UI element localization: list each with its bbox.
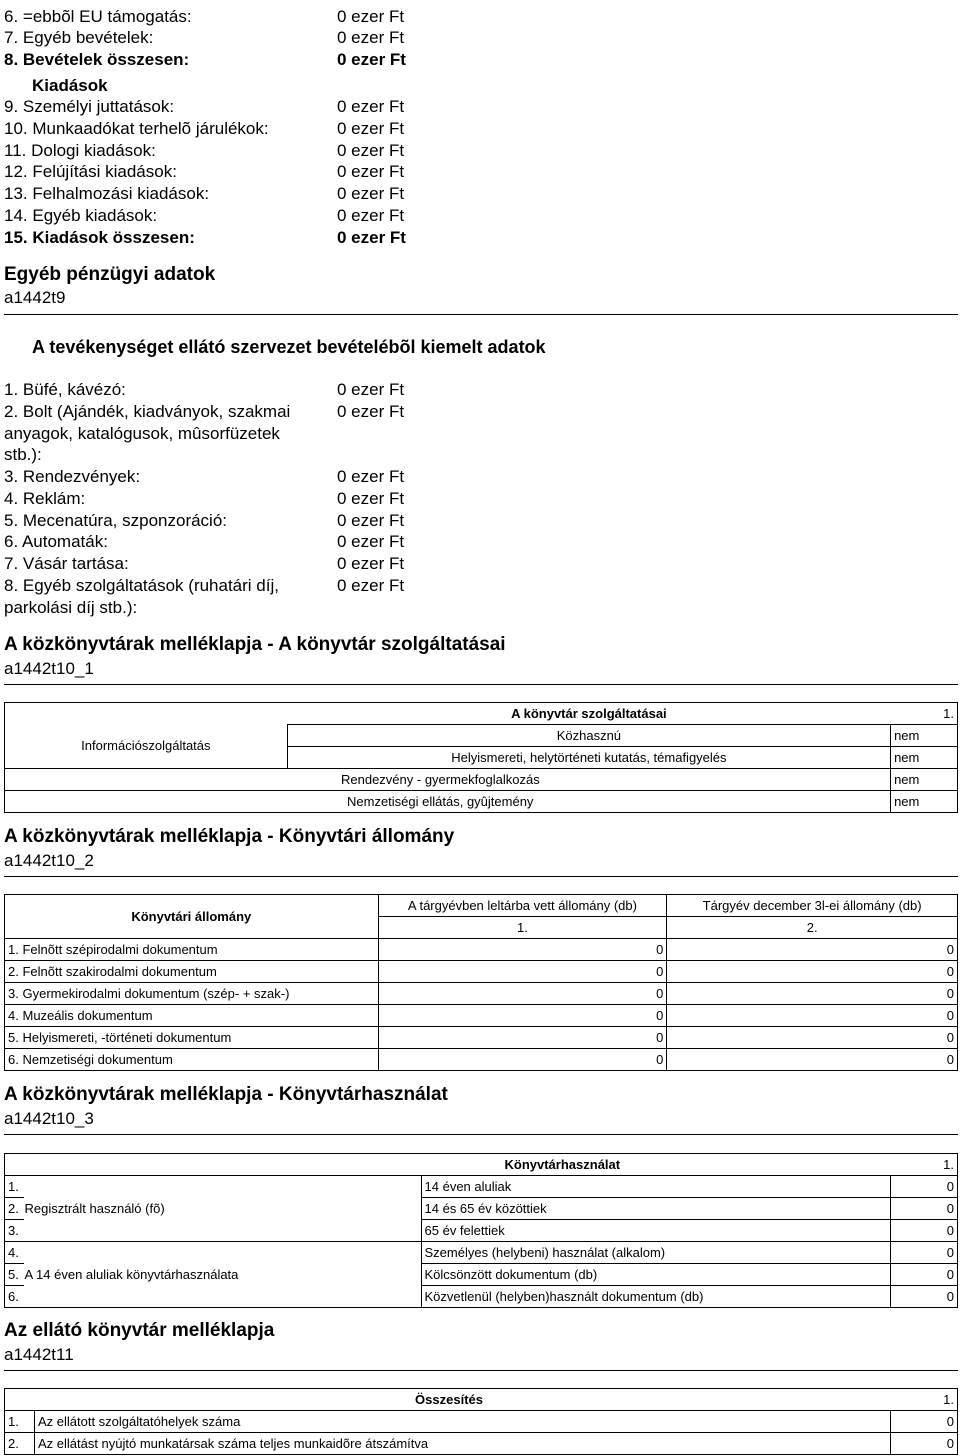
section-code: a1442t10_1 [4, 659, 94, 678]
table-cell [5, 1389, 35, 1411]
table-cell: 0 [667, 1027, 958, 1049]
list-item-label: 6. =ebbõl EU támogatás: [4, 7, 192, 26]
table-cell: 0 [891, 1264, 958, 1286]
table-header: Könyvtári állomány [5, 895, 379, 939]
list-item-value: 0 ezer Ft [337, 184, 405, 203]
table-cell: 4. [5, 1242, 25, 1264]
list-item-label: 12. Felújítási kiadások: [4, 162, 177, 181]
table-cell: 0 [667, 1049, 958, 1071]
table-cell: 0 [667, 939, 958, 961]
table-cell: Nemzetiségi ellátás, gyûjtemény [5, 791, 891, 813]
table-cell: 1. [5, 1411, 35, 1433]
list-item-value: 0 ezer Ft [337, 97, 405, 116]
section-code: a1442t10_3 [4, 1109, 94, 1128]
ellato-table [4, 1388, 958, 1455]
table-cell [24, 1220, 421, 1242]
list-item-label: 14. Egyéb kiadások: [4, 206, 158, 225]
table-cell: 0 [378, 961, 667, 983]
table-cell: Regisztrált használó (fõ) [24, 1198, 421, 1220]
table-row [5, 1027, 958, 1049]
table-cell: Gyermekirodalmi dokumentum (szép- + szak-) [22, 983, 378, 1005]
table-row [5, 1005, 958, 1027]
table-header: Könyvtárhasználat [421, 1154, 891, 1176]
section-code: a1442t11 [4, 1345, 74, 1364]
table-row [5, 1049, 958, 1071]
section-title: Az ellátó könyvtár melléklapja [4, 1320, 275, 1341]
table-cell: 0 [667, 1005, 958, 1027]
list-item-value: 0 ezer Ft [337, 206, 405, 225]
divider [4, 1134, 958, 1135]
table-cell: 4. [5, 1005, 23, 1027]
list-item-label: 1. Büfé, kávézó: [4, 380, 126, 399]
table-header: A könyvtár szolgáltatásai [287, 703, 890, 725]
list-item-label: 5. Mecenatúra, szponzoráció: [4, 511, 228, 530]
hasznalat-table [4, 1153, 958, 1308]
table-row [5, 1264, 958, 1286]
list-item-value: 0 ezer Ft [337, 576, 405, 595]
list-item-value: 0 ezer Ft [337, 7, 405, 26]
table-cell: 0 [891, 1411, 958, 1433]
table-cell: 6. [5, 1286, 25, 1308]
list-item-label: parkolási díj stb.): [4, 598, 138, 617]
table-cell: nem [891, 747, 958, 769]
table-cell: 0 [378, 939, 667, 961]
table-header: 2. [667, 917, 958, 939]
table-header: A tárgyévben leltárba vett állomány (db) [378, 895, 667, 917]
table-cell: 2. [5, 961, 23, 983]
table-header: 1. [891, 1389, 958, 1411]
table-row [5, 725, 958, 747]
table-header-row [5, 895, 958, 917]
list-item-label: 8. Bevételek összesen: [4, 50, 190, 69]
table-cell: 0 [891, 1433, 958, 1455]
table-cell: 3. [5, 1220, 25, 1242]
table-header: 1. [891, 703, 958, 725]
table-cell: Nemzetiségi dokumentum [22, 1049, 378, 1071]
table-cell [5, 703, 288, 725]
table-cell: 3. [5, 983, 23, 1005]
kiadasok-title: Kiadások [32, 76, 108, 95]
section-code: a1442t10_2 [4, 851, 94, 870]
list-item-value: 0 ezer Ft [337, 228, 406, 247]
table-row [5, 791, 958, 813]
table-row [5, 1220, 958, 1242]
table-row [5, 961, 958, 983]
list-item-label: 4. Reklám: [4, 489, 86, 508]
table-row [5, 769, 958, 791]
table-header: 1. [891, 1154, 958, 1176]
table-cell [5, 1154, 422, 1176]
table-header: Összesítés [34, 1389, 890, 1411]
table-header: Tárgyév december 3l-ei állomány (db) [667, 895, 958, 917]
table-row [5, 1176, 958, 1198]
list-item-label: 6. Automaták: [4, 532, 108, 551]
table-cell: 1. [5, 939, 23, 961]
list-item-value: 0 ezer Ft [337, 489, 405, 508]
table-cell: nem [891, 769, 958, 791]
table-cell: 65 év felettiek [421, 1220, 891, 1242]
table-cell: 6. [5, 1049, 23, 1071]
section-title: Egyéb pénzügyi adatok [4, 264, 216, 285]
list-item-value: 0 ezer Ft [337, 511, 405, 530]
table-cell: Az ellátást nyújtó munkatársak száma teljes munkaidõre átszámítva [34, 1433, 890, 1455]
table-cell: 0 [891, 1198, 958, 1220]
section-title: A közkönyvtárak melléklapja - A könyvtár szolgáltatásai [4, 634, 506, 655]
table-cell [24, 1176, 421, 1198]
table-cell: Közhasznú [287, 725, 890, 747]
section-code: a1442t9 [4, 288, 66, 307]
table-cell: 14 éven aluliak [421, 1176, 891, 1198]
table-row [5, 1198, 958, 1220]
table-cell: nem [891, 791, 958, 813]
list-item-value: 0 ezer Ft [337, 402, 405, 421]
table-row [5, 1411, 958, 1433]
table-cell: 0 [667, 983, 958, 1005]
table-cell [24, 1242, 421, 1264]
table-cell: Személyes (helybeni) használat (alkalom) [421, 1242, 891, 1264]
list-item-value: 0 ezer Ft [337, 162, 405, 181]
table-cell: 5. [5, 1027, 23, 1049]
list-item-label: 11. Dologi kiadások: [4, 141, 156, 160]
divider [4, 314, 958, 315]
table-cell: 0 [378, 1049, 667, 1071]
table-cell: A 14 éven aluliak könyvtárhasználata [24, 1264, 421, 1286]
table-row [5, 983, 958, 1005]
table-row [5, 1242, 958, 1264]
list-item-label: 15. Kiadások összesen: [4, 228, 195, 247]
list-item-label: 13. Felhalmozási kiadások: [4, 184, 210, 203]
divider [4, 876, 958, 877]
list-item-value: 0 ezer Ft [337, 141, 405, 160]
table-row [5, 1433, 958, 1455]
table-row [5, 1286, 958, 1308]
table-row [5, 939, 958, 961]
table-cell: Felnõtt szakirodalmi dokumentum [22, 961, 378, 983]
list-item-label: stb.): [4, 445, 42, 464]
section-title: A közkönyvtárak melléklapja - Könyvtári állomány [4, 826, 455, 847]
list-item-value: 0 ezer Ft [337, 28, 405, 47]
list-item-label: 3. Rendezvények: [4, 467, 141, 486]
table-cell: Az ellátott szolgáltatóhelyek száma [34, 1411, 890, 1433]
table-cell: 0 [891, 1220, 958, 1242]
list-item-label: 2. Bolt (Ajándék, kiadványok, szakmai [4, 402, 291, 421]
kiemelt-title: A tevékenységet ellátó szervezet bevételébõl kiemelt adatok [32, 337, 546, 357]
table-cell: Közvetlenül (helyben)használt dokumentum (db) [421, 1286, 891, 1308]
table-cell: 0 [891, 1176, 958, 1198]
list-item-label: 8. Egyéb szolgáltatások (ruhatári díj, [4, 576, 279, 595]
szolgaltatasok-table [4, 702, 958, 813]
list-item-value: 0 ezer Ft [337, 119, 405, 138]
table-cell: Helyismereti, -történeti dokumentum [22, 1027, 378, 1049]
table-cell: 1. [5, 1176, 25, 1198]
list-item-value: 0 ezer Ft [337, 554, 405, 573]
table-cell: 14 és 65 év közöttiek [421, 1198, 891, 1220]
list-item-label: anyagok, katalógusok, mûsorfüzetek [4, 424, 280, 443]
table-header-row [5, 1389, 958, 1411]
table-cell: 0 [378, 983, 667, 1005]
table-header-row [5, 703, 958, 725]
table-cell: 0 [667, 961, 958, 983]
list-item-label: 10. Munkaadókat terhelõ járulékok: [4, 119, 269, 138]
divider [4, 684, 958, 685]
allomany-table [4, 894, 958, 1071]
table-cell: Helyismereti, helytörténeti kutatás, témafigyelés [287, 747, 890, 769]
list-item-label: 9. Személyi juttatások: [4, 97, 175, 116]
table-cell: 0 [891, 1242, 958, 1264]
divider [4, 1370, 958, 1371]
table-cell: 2. [5, 1198, 25, 1220]
table-cell: Információszolgáltatás [5, 725, 288, 769]
table-cell: Kölcsönzött dokumentum (db) [421, 1264, 891, 1286]
table-cell: Rendezvény - gyermekfoglalkozás [5, 769, 891, 791]
table-cell: nem [891, 725, 958, 747]
table-cell: Felnõtt szépirodalmi dokumentum [22, 939, 378, 961]
table-cell: Muzeális dokumentum [22, 1005, 378, 1027]
section-title: A közkönyvtárak melléklapja - Könyvtárhasználat [4, 1084, 448, 1105]
list-item-value: 0 ezer Ft [337, 380, 405, 399]
table-header: 1. [378, 917, 667, 939]
table-cell: 2. [5, 1433, 35, 1455]
list-item-value: 0 ezer Ft [337, 532, 405, 551]
table-cell: 0 [891, 1286, 958, 1308]
table-cell: 0 [378, 1027, 667, 1049]
list-item-label: 7. Egyéb bevételek: [4, 28, 154, 47]
table-cell [24, 1286, 421, 1308]
list-item-value: 0 ezer Ft [337, 467, 405, 486]
list-item-label: 7. Vásár tartása: [4, 554, 129, 573]
list-item-value: 0 ezer Ft [337, 50, 406, 69]
table-cell: 5. [5, 1264, 25, 1286]
table-header-row [5, 1154, 958, 1176]
table-cell: 0 [378, 1005, 667, 1027]
